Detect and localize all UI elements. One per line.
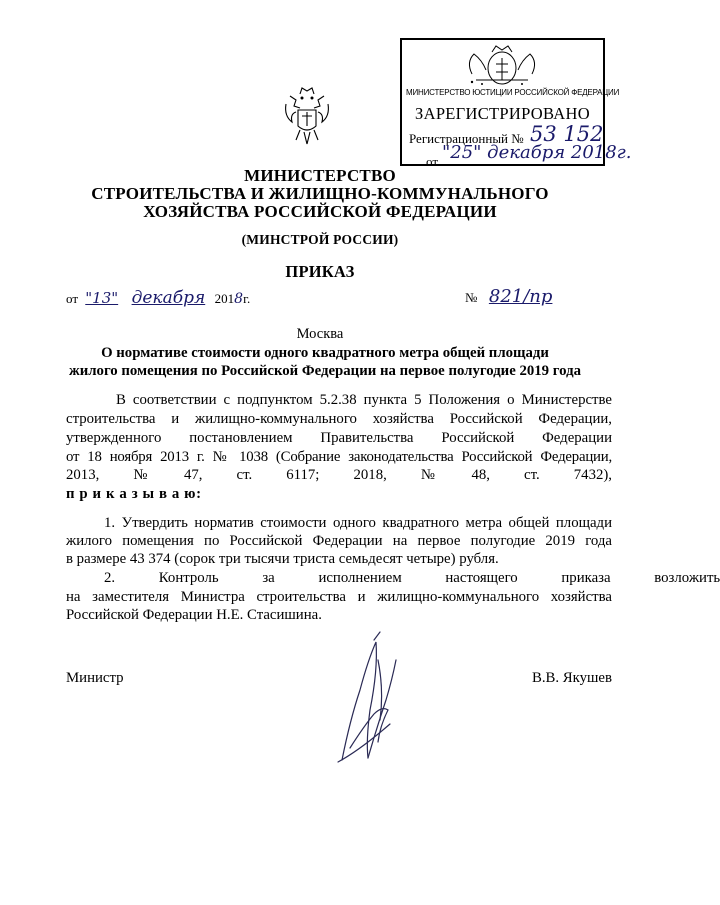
order-date-year-prefix: 201 xyxy=(214,291,235,306)
preamble-line-3: утвержденного постановлением Правительства Российской Федерации xyxy=(66,430,612,446)
ministry-abbreviation: (МИНСТРОЙ РОССИИ) xyxy=(241,232,399,247)
preamble-line-5: 2013, № 47, ст. 6117; 2018, № 48, ст. 7432), xyxy=(66,467,612,483)
order-date-suffix: г. xyxy=(243,291,251,306)
signatory-name: В.В. Якушев xyxy=(531,670,612,686)
preamble-line-1: В соответствии с подпунктом 5.2.38 пункта 5 Положения о Министерстве xyxy=(116,392,612,408)
order-date xyxy=(66,288,250,308)
item-1-line-3: в размере 43 374 (сорок три тысячи триста семьдесят четыре) рубля. xyxy=(66,551,499,567)
order-subject-line-2: жилого помещения по Российской Федерации на первое полугодие 2019 года xyxy=(69,363,581,379)
city: Москва xyxy=(296,326,344,342)
registration-stamp xyxy=(400,38,632,169)
document-type-title: ПРИКАЗ xyxy=(285,262,355,281)
order-date-year-digit: 8 xyxy=(234,291,244,307)
item-2-line-1: 2. Контроль за исполнением настоящего приказа возложить xyxy=(104,570,720,586)
preamble-line-2: строительства и жилищно-коммунального хозяйства Российской Федерации, xyxy=(66,411,612,427)
order-date-prefix: от xyxy=(66,291,79,306)
preamble-line-4: от 18 ноября 2013 г. № 1038 (Собрание законодательства Российской Федерации, xyxy=(66,449,612,465)
ministry-title-line-1: МИНИСТЕРСТВО xyxy=(244,166,396,185)
stamp-reg-number-label: Регистрационный № xyxy=(409,131,524,146)
coat-of-arms-icon xyxy=(282,86,332,146)
signatory-position: Министр xyxy=(66,670,124,686)
stamp-reg-number: 53 152 xyxy=(530,122,604,146)
item-1-line-2: жилого помещения по Российской Федерации на первое полугодие 2019 года xyxy=(66,533,612,549)
stamp-date-prefix: от xyxy=(426,154,439,169)
item-2-line-3: Российской Федерации Н.Е. Стасишина. xyxy=(66,607,322,623)
ministry-title-line-3: ХОЗЯЙСТВА РОССИЙСКОЙ ФЕДЕРАЦИИ xyxy=(143,202,497,221)
stamp-registered-label: ЗАРЕГИСТРИРОВАНО xyxy=(415,104,590,123)
order-date-month: декабря xyxy=(131,288,206,308)
item-1-line-1: 1. Утвердить норматив стоимости одного квадратного метра общей площади xyxy=(104,515,612,531)
stamp-date: "25" декабря 2018г. xyxy=(442,142,632,163)
ministry-title-line-2: СТРОИТЕЛЬСТВА И ЖИЛИЩНО-КОММУНАЛЬНОГО xyxy=(91,184,549,203)
stamp-ministry-name: МИНИСТЕРСТВО ЮСТИЦИИ РОССИЙСКОЙ ФЕДЕРАЦИИ xyxy=(406,88,620,97)
order-subject-line-1: О нормативе стоимости одного квадратного метра общей площади xyxy=(101,345,549,361)
item-2-line-2: на заместителя Министра строительства и жилищно-коммунального хозяйства xyxy=(66,589,612,605)
order-number-prefix: № xyxy=(465,290,478,305)
order-number-value: 821/пр xyxy=(488,286,553,307)
order-number xyxy=(465,286,561,307)
stamp-emblem-icon xyxy=(462,44,542,88)
order-word: п р и к а з ы в а ю: xyxy=(66,486,202,502)
order-date-day: "13" xyxy=(85,289,119,307)
handwritten-signature xyxy=(330,630,420,770)
